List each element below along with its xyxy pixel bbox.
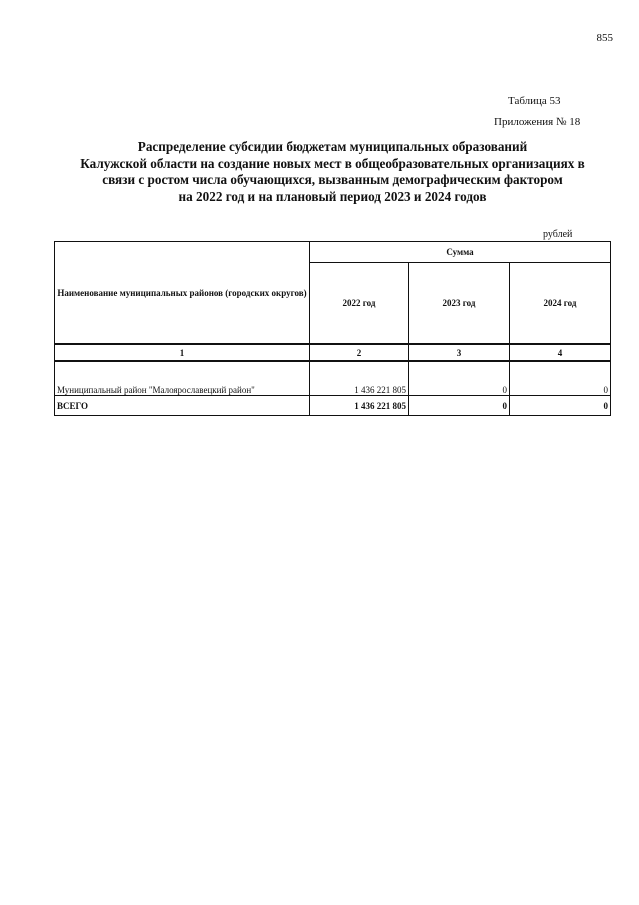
- column-number: 4: [510, 344, 611, 361]
- title-line: Калужской области на создание новых мест в общеобразовательных организациях в: [80, 155, 585, 171]
- column-number: 1: [55, 344, 310, 361]
- amount-2023: 0: [409, 361, 510, 396]
- title-line: связи с ростом числа обучающихся, вызванным демографическим фактором: [102, 172, 563, 187]
- column-number-row: [55, 344, 611, 361]
- title-line: Распределение субсидии бюджетам муниципальных образований: [137, 139, 528, 154]
- total-2024: 0: [510, 396, 611, 416]
- subsidy-table: [54, 241, 611, 416]
- header-row: [55, 242, 611, 263]
- header-year-2023: 2023 год: [409, 263, 510, 345]
- table-row: [55, 361, 611, 396]
- municipality-name: Муниципальный район "Малоярославецкий район": [55, 361, 310, 396]
- appendix-reference: Приложения № 18: [494, 116, 581, 128]
- column-number: 3: [409, 344, 510, 361]
- header-year-2024: 2024 год: [510, 263, 611, 345]
- units-label: рублей: [543, 229, 573, 240]
- total-2022: 1 436 221 805: [310, 396, 409, 416]
- table-reference: Таблица 53: [508, 95, 561, 107]
- total-row: [55, 396, 611, 416]
- header-sum: Сумма: [310, 242, 611, 263]
- total-2023: 0: [409, 396, 510, 416]
- amount-2024: 0: [510, 361, 611, 396]
- document-title: [40, 139, 625, 205]
- page-number: 855: [596, 32, 613, 44]
- total-label: ВСЕГО: [55, 396, 310, 416]
- header-year-2022: 2022 год: [310, 263, 409, 345]
- column-number: 2: [310, 344, 409, 361]
- title-line: на 2022 год и на плановый период 2023 и 2024 годов: [178, 188, 487, 204]
- amount-2022: 1 436 221 805: [310, 361, 409, 396]
- header-municipality-name: Наименование муниципальных районов (городских округов): [55, 242, 310, 345]
